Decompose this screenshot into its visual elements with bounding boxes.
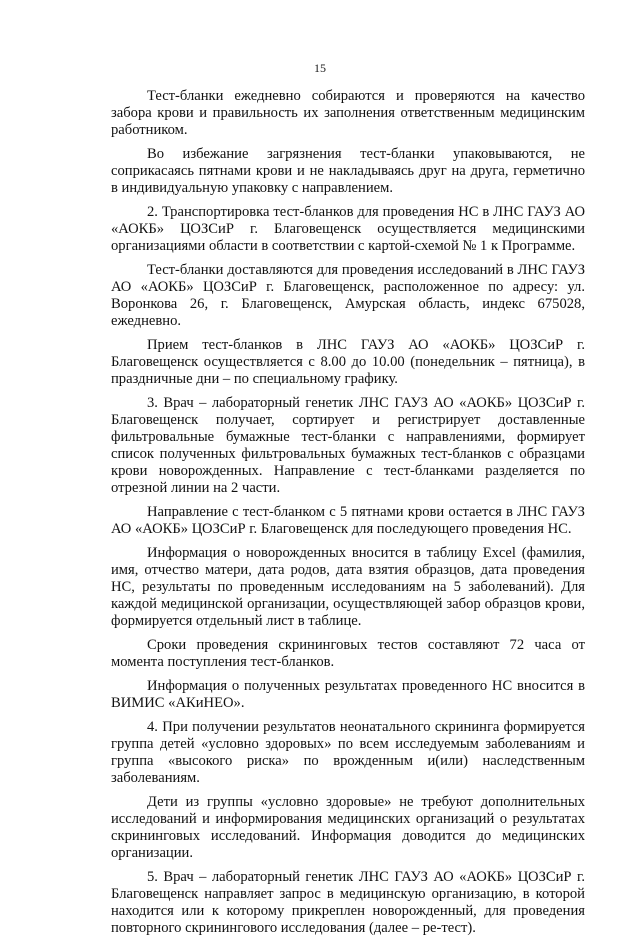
paragraph: 4. При получении результатов неонатального скрининга формируется группа детей «условно здоровых» по всем исследуемым заболеваниям и группа «высокого риска» по врожденным и(или) наследственным заболеваниям. <box>111 719 585 786</box>
paragraph: 2. Транспортировка тест-бланков для проведения НС в ЛНС ГАУЗ АО «АОКБ» ЦОЗСиР г. Благовещенск осуществляется медицинскими организациями области в соответствии с картой-схемой № 1 к Программе. <box>111 204 585 254</box>
paragraph: Информация о полученных результатах проведенного НС вносится в ВИМИС «АКиНЕО». <box>111 678 585 711</box>
paragraph: Сроки проведения скрининговых тестов составляют 72 часа от момента поступления тест-бланков. <box>111 637 585 670</box>
paragraph: Тест-бланки ежедневно собираются и проверяются на качество забора крови и правильность их заполнения ответственным медицинским работником. <box>111 88 585 138</box>
paragraph: 3. Врач – лабораторный генетик ЛНС ГАУЗ АО «АОКБ» ЦОЗСиР г. Благовещенск получает, сортирует и регистрирует доставленные фильтровальные бумажные тест-бланки с направлениями, формирует список полученных фильтровальных бумажных тест-бланков с образцами крови новорожденных. Направление с тест-бланками разделяется по отрезной линии на 2 части. <box>111 395 585 496</box>
paragraph: Информация о новорожденных вносится в таблицу Excel (фамилия, имя, отчество матери, дата родов, дата взятия образцов, дата проведения НС, результаты по проведенным исследованиям на 5 заболеваний). Для каждой медицинской организации, осуществляющей забор образцов крови, формируется отдельный лист в таблице. <box>111 545 585 629</box>
paragraph: Во избежание загрязнения тест-бланки упаковываются, не соприкасаясь пятнами крови и не накладываясь друг на друга, герметично в индивидуальную упаковку с направлением. <box>111 146 585 196</box>
paragraph: 5. Врач – лабораторный генетик ЛНС ГАУЗ АО «АОКБ» ЦОЗСиР г. Благовещенск направляет запрос в медицинскую организацию, в которой находится или к которому прикреплен новорожденный, для проведения повторного скринингового исследования (далее – ре-тест). <box>111 869 585 936</box>
paragraph: Прием тест-бланков в ЛНС ГАУЗ АО «АОКБ» ЦОЗСиР г. Благовещенск осуществляется с 8.00 до 10.00 (понедельник – пятница), в праздничные дни – по специальному графику. <box>111 337 585 387</box>
paragraph: Дети из группы «условно здоровые» не требуют дополнительных исследований и информирования медицинских организаций о результатах скрининговых исследований. Информация доводится до медицинских организации. <box>111 794 585 861</box>
paragraph: Тест-бланки доставляются для проведения исследований в ЛНС ГАУЗ АО «АОКБ» ЦОЗСиР г. Благовещенск, расположенное по адресу: ул. Воронкова 26, г. Благовещенск, Амурская область, индекс 675028, ежедневно. <box>111 262 585 329</box>
document-body <box>111 88 585 944</box>
paragraph: Направление с тест-бланком с 5 пятнами крови остается в ЛНС ГАУЗ АО «АОКБ» ЦОЗСиР г. Благовещенск для последующего проведения НС. <box>111 504 585 537</box>
page-number: 15 <box>314 61 326 75</box>
